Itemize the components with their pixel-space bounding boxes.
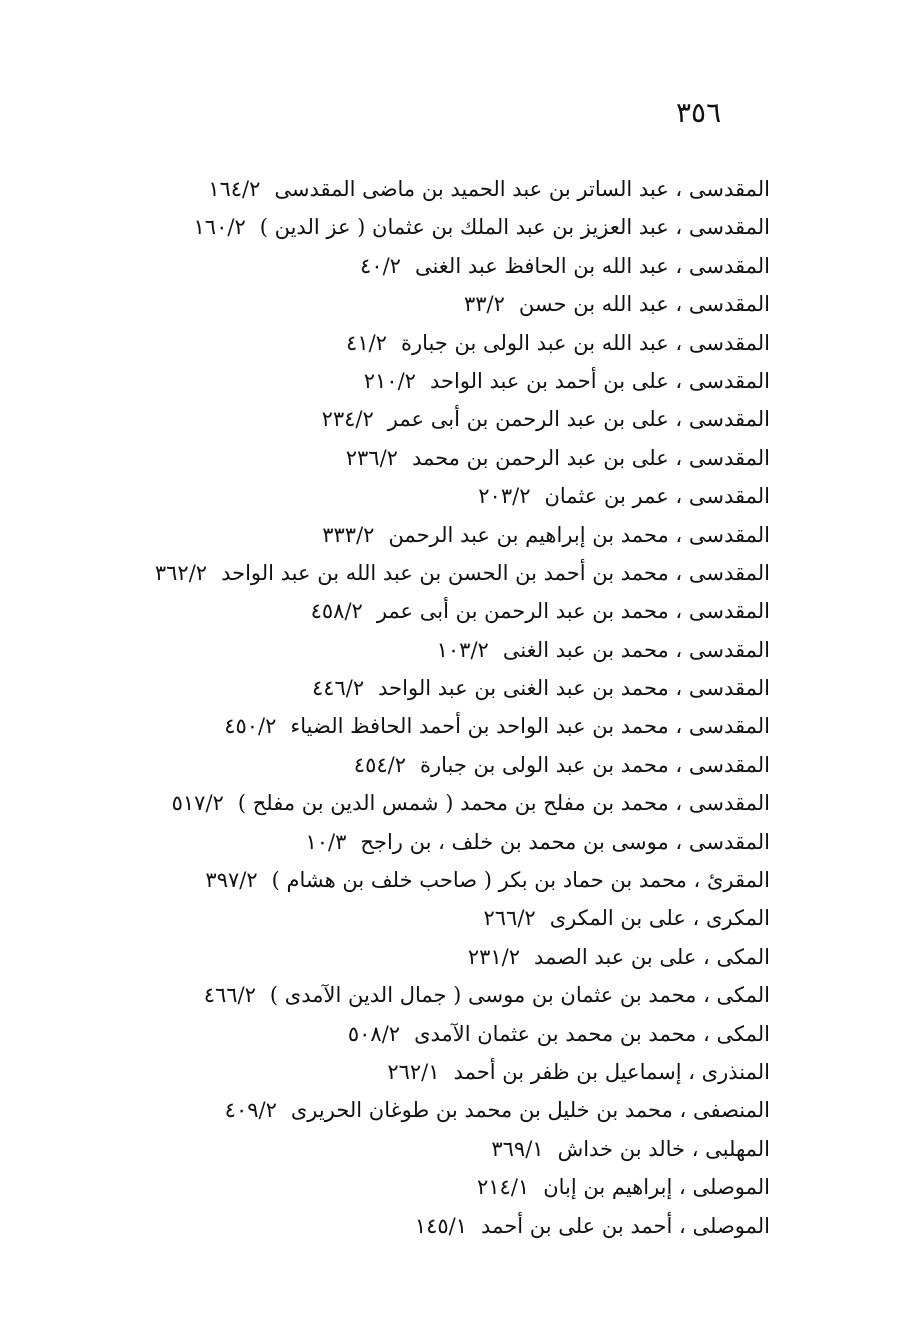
entry-reference: ٤٥٤/٢ <box>353 752 406 777</box>
entry-reference: ١٦٠/٢ <box>193 215 246 240</box>
entry-reference: ٣٣٣/٢ <box>322 522 375 547</box>
index-entry <box>70 1207 770 1245</box>
entry-reference: ٢٦٢/١ <box>387 1059 440 1084</box>
entry-reference: ٣٣/٢ <box>463 292 505 317</box>
index-entry <box>70 746 770 784</box>
entry-name: المقدسى ، موسى بن محمد بن خلف ، بن راجح <box>360 829 770 854</box>
entry-name: المقدسى ، على بن أحمد بن عبد الواحد <box>429 368 770 393</box>
entry-name: المقدسى ، محمد بن عبد الرحمن بن أبى عمر <box>376 599 770 624</box>
entry-reference: ٢٣٤/٢ <box>321 407 374 432</box>
entry-reference: ٤١/٢ <box>346 330 387 355</box>
entry-reference: ٢٦٦/٢ <box>483 906 536 931</box>
entry-reference: ٢١٠/٢ <box>363 368 416 393</box>
index-entry <box>70 707 770 745</box>
entry-name: المقدسى ، محمد بن عبد الولى بن جبارة <box>420 752 770 777</box>
page-number: ٣٥٦ <box>676 96 722 129</box>
entry-name: المنذرى ، إسماعيل بن ظفر بن أحمد <box>453 1059 770 1084</box>
index-entry <box>70 1168 770 1206</box>
entry-name: المكى ، على بن عبد الصمد <box>534 944 770 969</box>
entry-name: المقدسى ، محمد بن عبد الغنى بن عبد الواحد <box>378 676 770 701</box>
entry-reference: ٣٦٩/١ <box>491 1136 544 1161</box>
entry-reference: ١٠/٣ <box>305 829 347 854</box>
entry-name: المقدسى ، عمر بن عثمان <box>544 484 770 509</box>
entry-name: المكى ، محمد بن عثمان بن موسى ( جمال الدين الآمدى ) <box>269 983 770 1008</box>
entry-name: المقدسى ، عبد الساتر بن عبد الحميد بن ماضى المقدسى <box>274 177 770 201</box>
index-entry <box>70 1053 770 1091</box>
entry-reference: ٣٩٧/٢ <box>205 868 258 893</box>
entry-name: المقدسى ، محمد بن عبد الواحد بن أحمد الحافظ الضياء <box>290 714 770 739</box>
entry-name: المقدسى ، عبد العزيز بن عبد الملك بن عثمان ( عز الدين ) <box>259 215 770 240</box>
entry-reference: ١٦٤/٢ <box>208 177 261 201</box>
index-entry <box>70 362 770 400</box>
index-entry <box>70 784 770 822</box>
entry-reference: ٤٠٩/٢ <box>224 1098 277 1123</box>
index-entry <box>70 938 770 976</box>
entry-reference: ١٠٣/٢ <box>436 637 489 662</box>
index-entry <box>70 247 770 285</box>
index-entry <box>70 631 770 669</box>
index-entry <box>70 823 770 861</box>
entry-name: الموصلى ، إبراهيم بن إبان <box>543 1175 770 1200</box>
entry-reference: ٣٦٢/٢ <box>154 560 208 585</box>
index-entry <box>70 477 770 515</box>
index-entry <box>70 516 770 554</box>
index-entry <box>70 208 770 246</box>
entry-reference: ٤٠/٢ <box>360 253 401 278</box>
entry-name: المقدسى ، محمد بن مفلح بن محمد ( شمس الدين بن مفلح ) <box>237 791 770 816</box>
entry-name: المقدسى ، محمد بن عبد الغنى <box>502 637 770 662</box>
index-entry <box>70 554 770 592</box>
entry-name: المقدسى ، عبد الله بن عبد الولى بن جبارة <box>400 330 770 355</box>
entry-name: الموصلى ، أحمد بن على بن أحمد <box>481 1213 770 1238</box>
entry-reference: ٥١٧/٢ <box>171 791 224 816</box>
index-entry <box>70 1091 770 1129</box>
index-entry <box>70 285 770 323</box>
entry-reference: ٤٦٦/٢ <box>203 983 256 1008</box>
entry-name: المقدسى ، محمد بن إبراهيم بن عبد الرحمن <box>388 522 770 547</box>
index-entry <box>70 592 770 630</box>
entry-reference: ٢٣٦/٢ <box>345 445 398 470</box>
entry-name: المهلبى ، خالد بن خداش <box>557 1136 770 1161</box>
index-entry <box>70 170 770 208</box>
index-entry <box>70 324 770 362</box>
entry-reference: ٤٥٠/٢ <box>224 714 277 739</box>
index-entry <box>70 400 770 438</box>
entry-reference: ٢٣١/٢ <box>467 944 521 969</box>
entry-reference: ٢١٤/١ <box>476 1175 530 1200</box>
index-entry <box>70 1015 770 1053</box>
index-entry <box>70 976 770 1014</box>
entry-reference: ٤٥٨/٢ <box>310 599 363 624</box>
entry-name: المكى ، محمد بن محمد بن عثمان الآمدى <box>414 1021 770 1046</box>
entry-reference: ٥٠٨/٢ <box>347 1021 401 1046</box>
entry-reference: ١٤٥/١ <box>414 1213 468 1238</box>
entry-reference: ٢٠٣/٢ <box>478 484 531 509</box>
index-entry <box>70 439 770 477</box>
index-entry <box>70 669 770 707</box>
index-entry <box>70 861 770 899</box>
index-entry <box>70 899 770 937</box>
index-entry <box>70 1130 770 1168</box>
entry-name: المقرئ ، محمد بن حماد بن بكر ( صاحب خلف بن هشام ) <box>271 868 770 893</box>
entry-reference: ٤٤٦/٢ <box>311 676 365 701</box>
entry-name: المقدسى ، على بن عبد الرحمن بن أبى عمر <box>387 407 770 432</box>
entry-name: المقدسى ، محمد بن أحمد بن الحسن بن عبد الله بن عبد الواحد <box>221 560 770 585</box>
index-entry-list <box>70 170 770 1245</box>
entry-name: المنصفى ، محمد بن خليل بن محمد بن طوغان الحريرى <box>290 1098 770 1123</box>
entry-name: المقدسى ، عبد الله بن الحافظ عبد الغنى <box>414 253 770 278</box>
entry-name: المقدسى ، عبد الله بن حسن <box>518 292 770 317</box>
entry-name: المقدسى ، على بن عبد الرحمن بن محمد <box>411 445 770 470</box>
entry-name: المكرى ، على بن المكرى <box>549 906 770 931</box>
